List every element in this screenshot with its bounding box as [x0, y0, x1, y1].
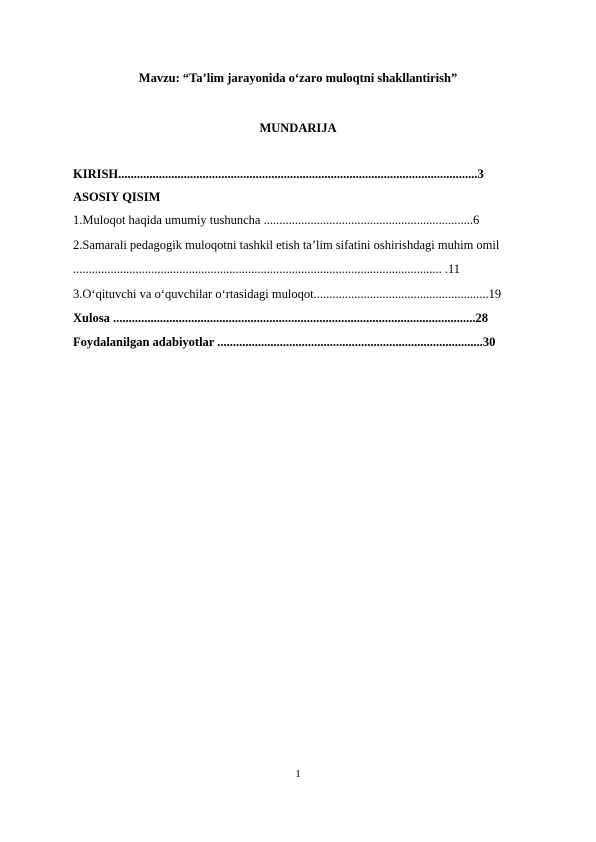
toc-heading: MUNDARIJA	[259, 121, 337, 135]
toc-entry-1: 1.Muloqot haqida umumiy tushuncha ...................................................................6	[73, 213, 480, 227]
toc-entry-3: 3.O‘qituvchi va o‘quvchilar o‘rtasidagi muloqot........................................................19	[73, 287, 502, 301]
toc-entry-xulosa: Xulosa ....................................................................................................................28	[73, 311, 488, 325]
toc-entry-2: 2.Samarali pedagogik muloqotni tashkil etish ta’lim sifatini oshirishdagi muhim omil	[73, 238, 500, 252]
topic-title: Mavzu: “Ta’lim jarayonida o‘zaro muloqtni shakllantirish”	[138, 71, 458, 85]
toc-entry-2-dots: ...................................................................................................................... .11	[73, 262, 461, 276]
toc-section-asosiy-qisim: ASOSIY QISIM	[73, 190, 161, 204]
toc-entry-adabiyotlar: Foydalanilgan adabiyotlar .....................................................................................30	[73, 335, 496, 349]
toc-entry-kirish: KIRISH...................................................................................................................3	[73, 167, 484, 181]
page-number: 1	[295, 768, 301, 780]
